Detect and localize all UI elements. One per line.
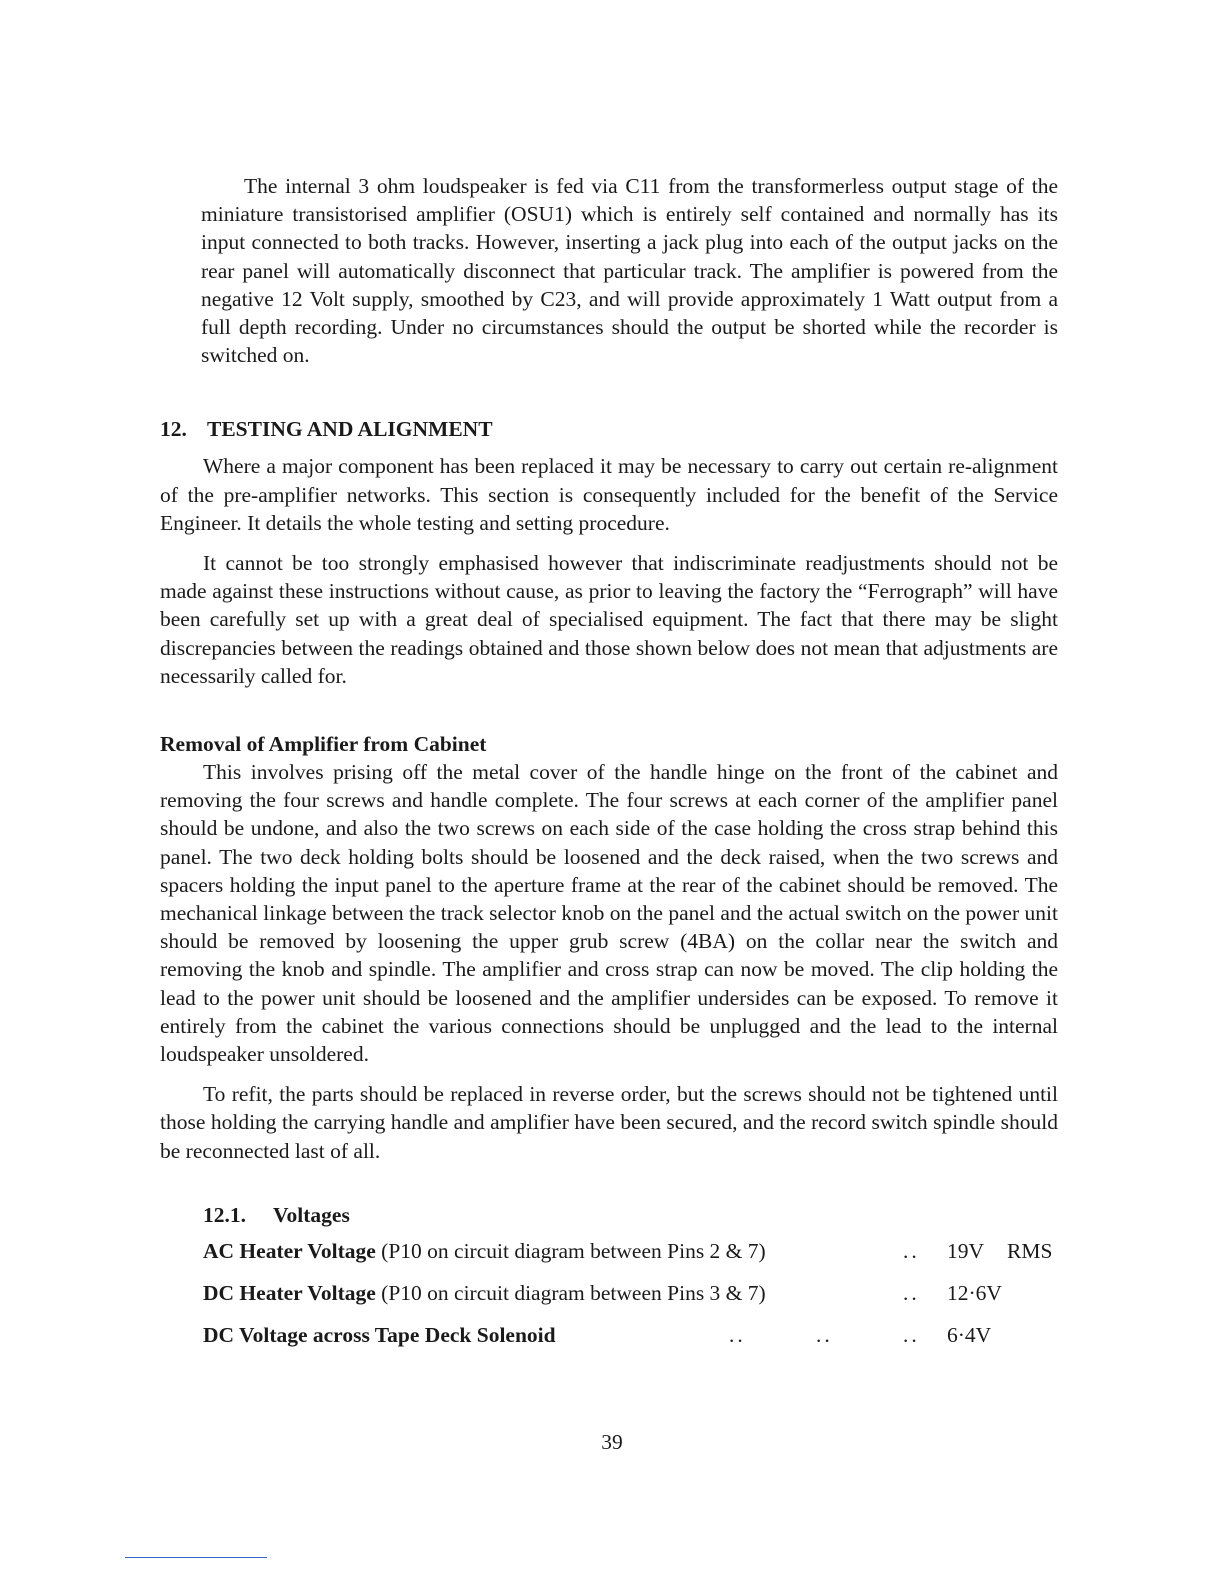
voltage-label: DC Heater Voltage: [203, 1280, 376, 1305]
leader-dots: ..: [903, 1322, 920, 1347]
leader-dots: ..: [903, 1280, 920, 1305]
page-body: [160, 172, 1058, 1363]
voltage-value: 6·4V: [947, 1322, 992, 1347]
voltage-row: [203, 1321, 1058, 1363]
voltages-title: Voltages: [273, 1202, 350, 1227]
voltages-number: 12.1.: [203, 1202, 246, 1227]
removal-paragraph: To refit, the parts should be replaced in reverse order, but the screws should not be tightened until those holding the carrying handle and amplifier have been secured, and the record switch spindle should be reconnected last of all.: [160, 1082, 1058, 1163]
leader-dots: ..: [903, 1238, 920, 1263]
intro-paragraph: The internal 3 ohm loudspeaker is fed via C11 from the transformerless output stage of the miniature transistorised amplifier (OSU1) which is entirely self contained and normally has its input connected to both tracks. However, inserting a jack plug into each of the output jacks on the rear panel will automatically disconnect that particular track. The amplifier is powered from the negative 12 Volt supply, smoothed by C23, and will provide approximately 1 Watt output from a full depth recording. Under no circumstances should the output be shorted while the recorder is switched on.: [201, 174, 1058, 368]
voltage-note: (P10 on circuit diagram between Pins 3 & 7): [381, 1280, 766, 1305]
page-number: 39: [601, 1430, 623, 1454]
footer-rule: [125, 1557, 267, 1558]
section-paragraph: Where a major component has been replaced it may be necessary to carry out certain re-alignment of the pre-amplifier networks. This section is consequently included for the benefit of the Service Engineer. It details the whole testing and setting procedure.: [160, 454, 1058, 535]
section-number: 12.: [160, 417, 187, 442]
voltage-value: 19V: [947, 1238, 985, 1263]
leader-dots: ..: [816, 1322, 833, 1347]
voltage-note: (P10 on circuit diagram between Pins 2 & 7): [381, 1238, 766, 1263]
leader-dots: ..: [729, 1322, 746, 1347]
voltage-label: DC Voltage across Tape Deck Solenoid: [203, 1322, 556, 1347]
voltage-row: [203, 1279, 1058, 1321]
voltage-row: [203, 1237, 1058, 1279]
removal-heading: Removal of Amplifier from Cabinet: [160, 732, 487, 757]
section-heading: [160, 415, 1058, 443]
voltage-value: 12·6V: [947, 1280, 1002, 1305]
section-title: TESTING AND ALIGNMENT: [207, 417, 493, 442]
voltage-label: AC Heater Voltage: [203, 1238, 376, 1263]
section-paragraph: It cannot be too strongly emphasised however that indiscriminate readjustments should not be made against these instructions without cause, as prior to leaving the factory the “Ferrograph” will have been carefully set up with a great deal of specialised equipment. The fact that there may be slight discrepancies between the readings obtained and those shown below does not mean that adjustments are necessarily called for.: [160, 551, 1058, 688]
voltage-unit: RMS: [1007, 1238, 1053, 1263]
removal-paragraph: This involves prising off the metal cover of the handle hinge on the front of the cabinet and removing the four screws and handle complete. The four screws at each corner of the amplifier panel should be undone, and also the two screws on each side of the case holding the cross strap behind this panel. The two deck holding bolts should be loosened and the deck raised, when the two screws and spacers holding the input panel to the aperture frame at the rear of the cabinet should be removed. The mechanical linkage between the track selector knob on the panel and the actual switch on the power unit should be removed by loosening the upper grub screw (4BA) on the collar near the switch and removing the knob and spindle. The amplifier and cross strap can now be moved. The clip holding the lead to the power unit should be loosened and the amplifier undersides can be exposed. To remove it entirely from the cabinet the various connections should be unplugged and the lead to the internal loudspeaker unsoldered.: [160, 760, 1058, 1067]
voltages-heading: [203, 1201, 1058, 1229]
